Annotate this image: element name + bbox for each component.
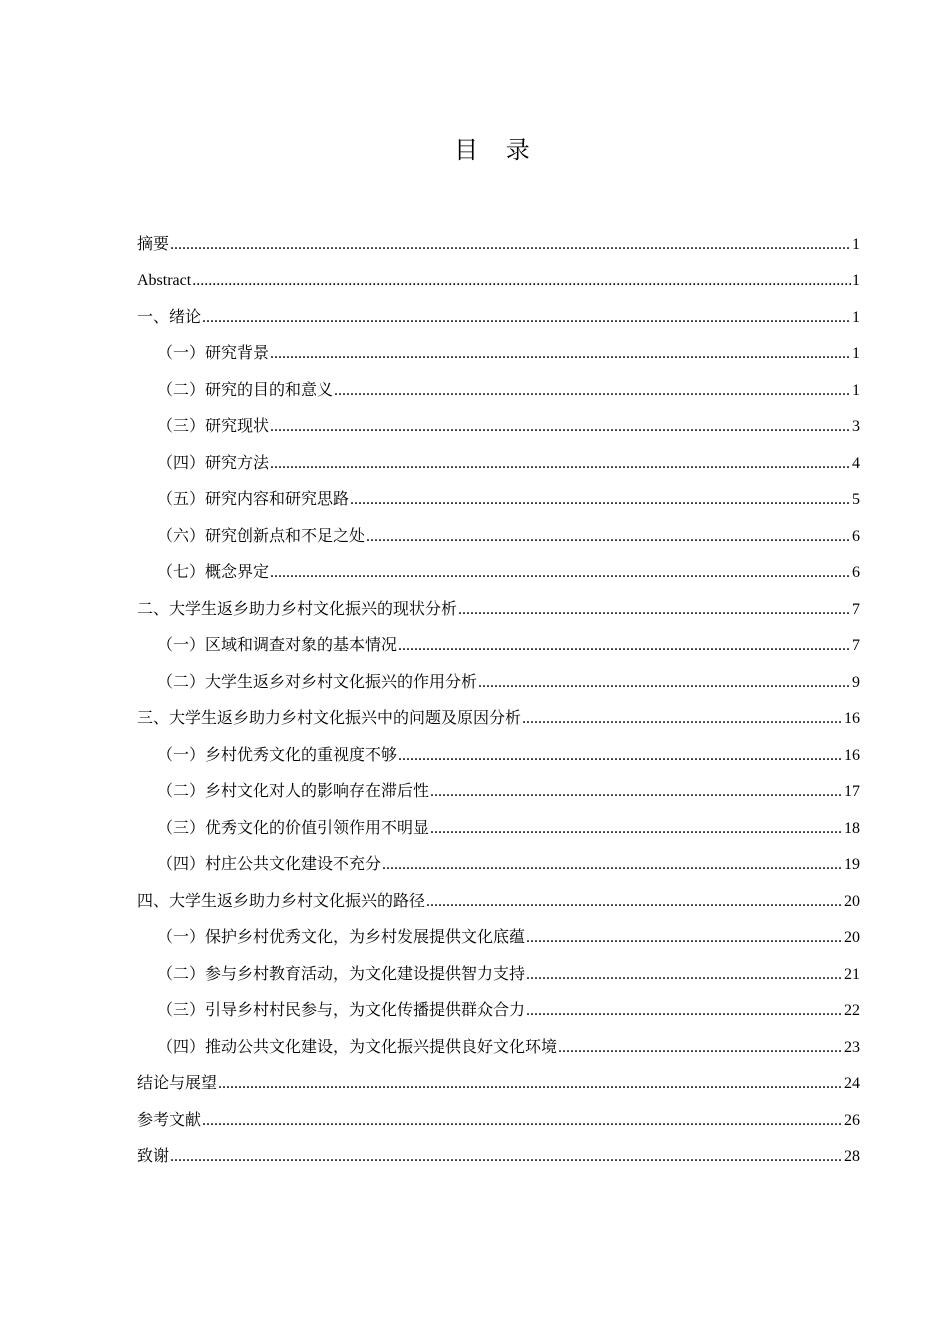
toc-entry-label: （四）推动公共文化建设，为文化振兴提供良好文化环境: [157, 1038, 558, 1056]
toc-entry[interactable]: [137, 437, 860, 474]
toc-entry[interactable]: [137, 1058, 860, 1095]
toc-entry-page-number: 20: [844, 929, 860, 946]
toc-dot-leader: [526, 965, 843, 985]
toc-entry-label: 致谢: [137, 1148, 170, 1165]
toc-dot-leader: [270, 563, 851, 583]
toc-entry-page-number: 20: [844, 892, 860, 910]
toc-dot-leader: [426, 892, 843, 912]
toc-dot-leader: [382, 855, 843, 875]
toc-entry-page-number: 7: [852, 637, 860, 654]
toc-entry[interactable]: [137, 620, 860, 657]
toc-entry[interactable]: [137, 985, 860, 1022]
toc-entry-page-number: 6: [852, 564, 860, 581]
toc-dot-leader: [478, 673, 851, 693]
toc-entry-label: （二）研究的目的和意义: [157, 381, 334, 399]
toc-dot-leader: [270, 344, 851, 364]
toc-entry[interactable]: [137, 218, 860, 255]
toc-entry-label: （五）研究内容和研究思路: [157, 491, 350, 508]
toc-entry[interactable]: [137, 401, 860, 438]
toc-entry[interactable]: [137, 474, 860, 511]
toc-entry[interactable]: [137, 693, 860, 730]
toc-entry[interactable]: [137, 510, 860, 547]
toc-dot-leader: [218, 1074, 843, 1094]
toc-entry[interactable]: [137, 547, 860, 584]
toc-dot-leader: [558, 1038, 843, 1058]
toc-entry-label: （一）研究背景: [157, 345, 270, 362]
toc-entry-label: Abstract: [137, 272, 192, 289]
toc-entry-page-number: 24: [844, 1075, 860, 1092]
toc-dot-leader: [170, 1147, 843, 1167]
toc-entry[interactable]: [137, 948, 860, 985]
toc-entry[interactable]: [137, 255, 860, 292]
toc-entry[interactable]: [137, 766, 860, 803]
toc-entry-page-number: 23: [844, 1038, 860, 1056]
toc-entry[interactable]: [137, 364, 860, 401]
toc-entry-label: （一）乡村优秀文化的重视度不够: [157, 746, 398, 764]
toc-entry[interactable]: [137, 875, 860, 912]
toc-dot-leader: [526, 1001, 843, 1021]
toc-entry-label: （四）村庄公共文化建设不充分: [157, 856, 382, 873]
toc-dot-leader: [366, 527, 851, 547]
toc-dot-leader: [270, 454, 851, 474]
toc-entry-page-number: 1: [852, 235, 860, 253]
toc-dot-leader: [430, 782, 843, 802]
toc-dot-leader: [202, 1111, 843, 1131]
toc-entry-label: （二）参与乡村教育活动，为文化建设提供智力支持: [157, 965, 526, 983]
toc-entry-page-number: 4: [852, 454, 860, 472]
toc-dot-leader: [202, 308, 851, 328]
toc-entry-label: 二、大学生返乡助力乡村文化振兴的现状分析: [137, 600, 458, 618]
toc-entry-page-number: 16: [844, 710, 860, 727]
page-title: 目 录: [454, 136, 540, 164]
toc-dot-leader: [398, 636, 851, 656]
toc-entry-page-number: 6: [852, 527, 860, 545]
toc-dot-leader: [458, 600, 851, 620]
toc-entry-page-number: 18: [844, 819, 860, 837]
toc-dot-leader: [350, 490, 851, 510]
toc-dot-leader: [170, 235, 851, 255]
toc-entry-label: （六）研究创新点和不足之处: [157, 527, 366, 545]
toc-entry-page-number: 17: [844, 783, 860, 800]
toc-entry-label: 结论与展望: [137, 1075, 218, 1092]
toc-entry-page-number: 1: [852, 272, 860, 289]
toc-entry-page-number: 28: [844, 1148, 860, 1165]
toc-entry-label: 一、绪论: [137, 308, 202, 326]
toc-entry-label: 参考文献: [137, 1111, 202, 1129]
toc-dot-leader: [270, 417, 851, 437]
toc-entry[interactable]: [137, 1131, 860, 1168]
toc-dot-leader: [334, 381, 851, 401]
toc-entry-page-number: 22: [844, 1002, 860, 1019]
toc-dot-leader: [526, 928, 843, 948]
toc-entry-page-number: 9: [852, 673, 860, 691]
toc-entry-label: （二）乡村文化对人的影响存在滞后性: [157, 783, 430, 800]
toc-entry-page-number: 1: [852, 308, 860, 326]
toc-entry[interactable]: [137, 802, 860, 839]
toc-entry[interactable]: [137, 1021, 860, 1058]
toc-dot-leader: [398, 746, 843, 766]
toc-entry-label: （七）概念界定: [157, 564, 270, 581]
toc-entry-page-number: 16: [844, 746, 860, 764]
toc-entry-label: 三、大学生返乡助力乡村文化振兴中的问题及原因分析: [137, 710, 522, 727]
toc-entry-label: （四）研究方法: [157, 454, 270, 472]
toc-entry-label: （一）区域和调查对象的基本情况: [157, 637, 398, 654]
toc-entry[interactable]: [137, 839, 860, 876]
toc-entry[interactable]: [137, 656, 860, 693]
toc-entry-page-number: 3: [852, 418, 860, 435]
toc-entry-label: （二）大学生返乡对乡村文化振兴的作用分析: [157, 673, 478, 691]
toc-entry-page-number: 1: [852, 345, 860, 362]
toc-entry[interactable]: [137, 583, 860, 620]
toc-entry-page-number: 5: [852, 491, 860, 508]
toc-dot-leader: [430, 819, 843, 839]
toc-entry[interactable]: [137, 912, 860, 949]
toc-entry[interactable]: [137, 328, 860, 365]
toc-dot-leader: [192, 271, 851, 291]
toc-entry-label: （三）优秀文化的价值引领作用不明显: [157, 819, 430, 837]
toc-dot-leader: [522, 709, 843, 729]
toc-entry[interactable]: [137, 729, 860, 766]
toc-entry[interactable]: [137, 291, 860, 328]
toc-entry-label: 摘要: [137, 235, 170, 253]
toc-entry-label: （三）研究现状: [157, 418, 270, 435]
toc-entry-page-number: 21: [844, 965, 860, 983]
toc-entry-label: 四、大学生返乡助力乡村文化振兴的路径: [137, 892, 426, 910]
toc-entry-label: （三）引导乡村村民参与，为文化传播提供群众合力: [157, 1002, 526, 1019]
toc-entry-label: （一）保护乡村优秀文化，为乡村发展提供文化底蕴: [157, 929, 526, 946]
toc-entry-page-number: 26: [844, 1111, 860, 1129]
table-of-contents: [137, 218, 860, 1167]
toc-entry-page-number: 1: [852, 381, 860, 399]
toc-entry-page-number: 7: [852, 600, 860, 618]
toc-entry[interactable]: [137, 1094, 860, 1131]
toc-entry-page-number: 19: [844, 856, 860, 873]
